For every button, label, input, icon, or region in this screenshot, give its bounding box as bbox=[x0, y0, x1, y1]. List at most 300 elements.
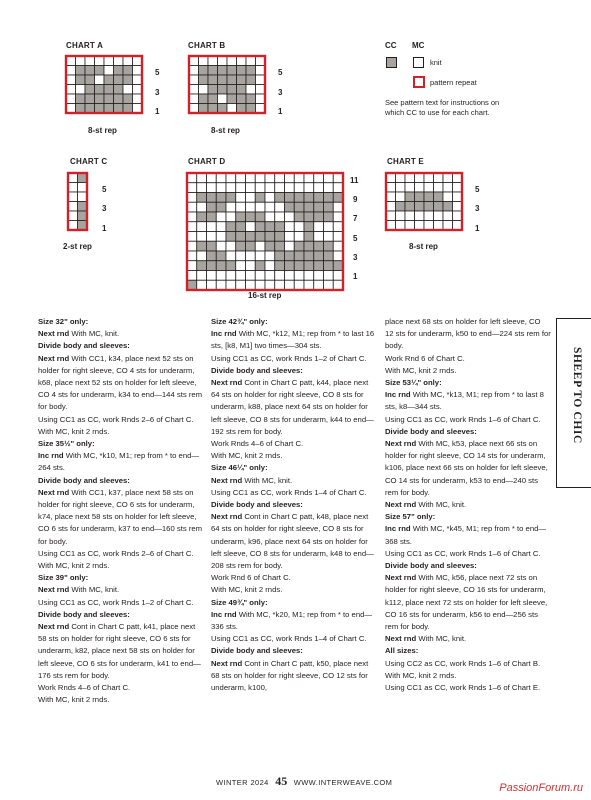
text-column-2 bbox=[211, 316, 377, 694]
chart-cell bbox=[443, 192, 453, 202]
instruction-text: Using CC1 as CC, work Rnds 1–4 of Chart C. bbox=[211, 634, 367, 644]
chart-cell bbox=[236, 202, 246, 212]
instruction-heading: Divide body and sleeves: bbox=[211, 646, 303, 656]
chart-cell bbox=[443, 202, 453, 212]
chart-cell bbox=[396, 221, 406, 231]
chart-cell bbox=[226, 280, 236, 290]
chart-a-row-label: 5 bbox=[155, 68, 160, 77]
chart-cell bbox=[187, 222, 197, 232]
instruction-text: With MC, knit 2 rnds. bbox=[38, 426, 110, 436]
chart-cell bbox=[197, 241, 207, 251]
legend-cc-swatch bbox=[386, 57, 397, 68]
chart-cell bbox=[197, 202, 207, 212]
instruction-heading: Size 49¾" only: bbox=[211, 597, 268, 607]
pattern-paragraph bbox=[211, 511, 377, 572]
instruction-text: Work Rnds 4–6 of Chart C. bbox=[38, 683, 131, 693]
chart-cell bbox=[226, 251, 236, 261]
pattern-paragraph bbox=[211, 597, 377, 609]
chart-cell bbox=[324, 251, 334, 261]
instruction-heading: Inc rnd bbox=[385, 524, 411, 534]
instruction-text: With MC, knit 2 rnds. bbox=[211, 451, 283, 461]
chart-cell bbox=[256, 94, 266, 104]
chart-cell bbox=[275, 241, 285, 251]
legend-repeat-label: pattern repeat bbox=[430, 78, 477, 87]
chart-cell bbox=[304, 222, 314, 232]
instruction-text: With MC, *k45, M1; rep from * to end—368 sts. bbox=[385, 524, 547, 546]
chart-cell bbox=[133, 75, 143, 85]
chart-cell bbox=[294, 280, 304, 290]
chart-cell bbox=[207, 280, 217, 290]
chart-cell bbox=[236, 261, 246, 271]
chart-cell bbox=[294, 202, 304, 212]
chart-cell bbox=[304, 173, 314, 183]
pattern-paragraph bbox=[38, 597, 204, 609]
chart-cell bbox=[197, 261, 207, 271]
chart-cell bbox=[424, 183, 434, 193]
chart-cell bbox=[304, 261, 314, 271]
chart-cell bbox=[255, 173, 265, 183]
pattern-paragraph bbox=[211, 609, 377, 633]
chart-cell bbox=[236, 232, 246, 242]
instruction-text: With MC, knit. bbox=[69, 329, 120, 339]
chart-cell bbox=[415, 211, 425, 221]
pattern-paragraph bbox=[385, 365, 551, 377]
chart-cell bbox=[207, 173, 217, 183]
chart-cell bbox=[68, 211, 78, 221]
instruction-text: With MC, *k12, M1; rep from * to last 16 sts, [k8, M1] two times—304 sts. bbox=[211, 329, 375, 351]
footer-site: WWW.INTERWEAVE.COM bbox=[293, 778, 393, 787]
chart-cell bbox=[187, 173, 197, 183]
pattern-paragraph bbox=[211, 365, 377, 377]
chart-cell bbox=[333, 202, 343, 212]
chart-cell bbox=[453, 202, 463, 212]
instruction-text: With MC, k56, place next 72 sts on holder for right sleeve, CO 16 sts for underarm, k112, place next 72 sts on holder for left sleeve, CO 16 sts for underarm, k56 to end—256 sts rem for body. bbox=[385, 573, 548, 632]
pattern-paragraph bbox=[211, 328, 377, 352]
pattern-paragraph bbox=[385, 645, 551, 657]
chart-cell bbox=[95, 66, 105, 76]
chart-cell bbox=[114, 56, 124, 66]
pattern-paragraph bbox=[385, 560, 551, 572]
chart-c-title: CHART C bbox=[70, 157, 108, 166]
instruction-text: Using CC1 as CC, work Rnds 1–6 of Chart C. bbox=[385, 548, 541, 558]
chart-cell bbox=[216, 271, 226, 281]
instruction-heading: Next rnd bbox=[385, 500, 417, 510]
chart-cell bbox=[246, 212, 256, 222]
chart-cell bbox=[396, 202, 406, 212]
chart-cell bbox=[314, 202, 324, 212]
chart-cell bbox=[386, 173, 396, 183]
chart-cell bbox=[114, 104, 124, 114]
instruction-heading: Divide body and sleeves: bbox=[38, 475, 130, 485]
chart-cell bbox=[68, 192, 78, 202]
pattern-paragraph bbox=[385, 682, 551, 694]
legend-mc-label: MC bbox=[412, 41, 425, 50]
instruction-heading: Next rnd bbox=[211, 475, 243, 485]
chart-c-repeat-label: 2-st rep bbox=[63, 242, 92, 251]
chart-b-grid bbox=[189, 56, 265, 113]
chart-cell bbox=[314, 241, 324, 251]
instruction-heading: Next rnd bbox=[211, 378, 243, 388]
instruction-text: Cont in Chart C patt, k41, place next 58 sts on holder for right sleeve, CO 6 sts for underarm, k82, place next 58 sts on holder for left sleeve, CO 6 sts for underarm, k41 to end—176 sts rem for body. bbox=[38, 622, 201, 680]
pattern-paragraph bbox=[38, 426, 204, 438]
chart-cell bbox=[104, 66, 114, 76]
chart-cell bbox=[314, 193, 324, 203]
chart-cell bbox=[85, 66, 95, 76]
chart-cell bbox=[76, 75, 86, 85]
pattern-paragraph bbox=[38, 487, 204, 548]
chart-cell bbox=[227, 66, 237, 76]
chart-cell bbox=[275, 173, 285, 183]
pattern-paragraph bbox=[211, 572, 377, 584]
chart-cell bbox=[237, 75, 247, 85]
chart-cell bbox=[199, 94, 209, 104]
chart-cell bbox=[255, 212, 265, 222]
chart-cell bbox=[78, 211, 88, 221]
chart-cell bbox=[187, 271, 197, 281]
chart-cell bbox=[207, 193, 217, 203]
instruction-heading: Divide body and sleeves: bbox=[38, 341, 130, 351]
chart-cell bbox=[236, 212, 246, 222]
chart-cell bbox=[216, 232, 226, 242]
chart-cell bbox=[415, 192, 425, 202]
instruction-text: With MC, knit. bbox=[242, 475, 293, 485]
chart-cell bbox=[246, 193, 256, 203]
chart-cell bbox=[324, 280, 334, 290]
chart-b-row-label: 1 bbox=[278, 107, 283, 116]
chart-cell bbox=[294, 183, 304, 193]
chart-cell bbox=[333, 232, 343, 242]
chart-cell bbox=[333, 280, 343, 290]
pattern-paragraph bbox=[38, 560, 204, 572]
chart-cell bbox=[66, 104, 76, 114]
chart-cell bbox=[123, 56, 133, 66]
chart-cell bbox=[226, 202, 236, 212]
chart-d-row-label: 11 bbox=[350, 176, 359, 185]
chart-e-row-label: 1 bbox=[475, 224, 480, 233]
chart-cell bbox=[443, 221, 453, 231]
chart-d-row-label: 1 bbox=[353, 272, 358, 281]
instruction-heading: Next rnd bbox=[38, 487, 70, 497]
chart-cell bbox=[199, 66, 209, 76]
chart-cell bbox=[386, 211, 396, 221]
chart-cell bbox=[95, 56, 105, 66]
instruction-heading: Divide body and sleeves: bbox=[211, 500, 303, 510]
chart-cell bbox=[216, 251, 226, 261]
instruction-heading: Size 39" only: bbox=[38, 573, 89, 583]
chart-cell bbox=[197, 173, 207, 183]
chart-cell bbox=[265, 232, 275, 242]
chart-cell bbox=[285, 173, 295, 183]
chart-cell bbox=[304, 241, 314, 251]
chart-cell bbox=[304, 183, 314, 193]
chart-cell bbox=[246, 202, 256, 212]
chart-cell bbox=[189, 56, 199, 66]
chart-cell bbox=[236, 280, 246, 290]
chart-cell bbox=[66, 85, 76, 95]
chart-cell bbox=[396, 192, 406, 202]
chart-e-grid bbox=[386, 173, 462, 230]
chart-cell bbox=[123, 66, 133, 76]
chart-cell bbox=[104, 104, 114, 114]
pattern-paragraph bbox=[211, 438, 377, 450]
chart-cell bbox=[237, 104, 247, 114]
chart-cell bbox=[236, 183, 246, 193]
chart-cell bbox=[275, 232, 285, 242]
chart-cell bbox=[453, 192, 463, 202]
chart-cell bbox=[324, 212, 334, 222]
footer-issue: WINTER 2024 bbox=[216, 778, 269, 787]
chart-cell bbox=[265, 241, 275, 251]
pattern-paragraph bbox=[38, 328, 204, 340]
chart-cell bbox=[246, 280, 256, 290]
chart-cell bbox=[85, 104, 95, 114]
chart-cell bbox=[237, 56, 247, 66]
chart-cell bbox=[78, 202, 88, 212]
instruction-heading: Divide body and sleeves: bbox=[385, 426, 477, 436]
page-number: 45 bbox=[275, 774, 288, 788]
chart-cell bbox=[265, 212, 275, 222]
instruction-text: With MC, knit 2 rnds. bbox=[385, 365, 457, 375]
chart-cell bbox=[275, 261, 285, 271]
chart-cell bbox=[324, 183, 334, 193]
pattern-paragraph bbox=[385, 316, 551, 353]
chart-cell bbox=[123, 94, 133, 104]
pattern-paragraph bbox=[38, 572, 204, 584]
chart-cell bbox=[396, 211, 406, 221]
chart-cell bbox=[246, 173, 256, 183]
chart-cell bbox=[104, 94, 114, 104]
chart-cell bbox=[333, 241, 343, 251]
chart-cell bbox=[189, 85, 199, 95]
instruction-text: With MC, k53, place next 66 sts on holder for right sleeve, CO 14 sts for underarm, k106, place next 66 sts on holder for left sleeve, CO 14 sts for underarm, k53 to end—240 sts rem for body. bbox=[385, 439, 548, 497]
instruction-heading: Divide body and sleeves: bbox=[385, 561, 477, 571]
chart-cell bbox=[226, 232, 236, 242]
pattern-paragraph bbox=[38, 584, 204, 596]
chart-cell bbox=[189, 104, 199, 114]
chart-cell bbox=[275, 251, 285, 261]
chart-cell bbox=[265, 173, 275, 183]
instruction-text: Cont in Chart C patt, k50, place next 68 sts on holder for right sleeve, CO 12 sts for underarm, k100, bbox=[211, 658, 369, 693]
pattern-paragraph bbox=[38, 438, 204, 450]
chart-cell bbox=[294, 251, 304, 261]
section-side-tab bbox=[556, 318, 591, 488]
chart-cell bbox=[246, 261, 256, 271]
chart-b-repeat-label: 8-st rep bbox=[211, 126, 240, 135]
chart-cell bbox=[207, 241, 217, 251]
chart-a-row-label: 1 bbox=[155, 107, 160, 116]
chart-cell bbox=[197, 193, 207, 203]
chart-cell bbox=[405, 183, 415, 193]
text-column-1 bbox=[38, 316, 204, 707]
instruction-heading: Divide body and sleeves: bbox=[211, 365, 303, 375]
chart-cell bbox=[68, 221, 78, 231]
chart-cell bbox=[285, 280, 295, 290]
chart-cell bbox=[246, 222, 256, 232]
chart-cell bbox=[76, 94, 86, 104]
chart-d-row-label: 5 bbox=[353, 234, 358, 243]
pattern-paragraph bbox=[38, 316, 204, 328]
chart-cell bbox=[68, 173, 78, 183]
chart-cell bbox=[314, 232, 324, 242]
chart-cell bbox=[255, 261, 265, 271]
chart-cell bbox=[226, 222, 236, 232]
chart-cell bbox=[275, 202, 285, 212]
pattern-paragraph bbox=[38, 548, 204, 560]
chart-e-repeat-label: 8-st rep bbox=[409, 242, 438, 251]
chart-cell bbox=[66, 94, 76, 104]
instruction-heading: Size 35½" only: bbox=[38, 439, 95, 449]
pattern-paragraph bbox=[38, 340, 204, 352]
chart-cell bbox=[443, 173, 453, 183]
instruction-heading: Next rnd bbox=[385, 439, 417, 449]
chart-cell bbox=[114, 66, 124, 76]
chart-a-title: CHART A bbox=[66, 41, 104, 50]
chart-cell bbox=[68, 183, 78, 193]
chart-cell bbox=[133, 94, 143, 104]
chart-cell bbox=[216, 193, 226, 203]
chart-cell bbox=[275, 222, 285, 232]
chart-e-row-label: 5 bbox=[475, 185, 480, 194]
chart-cell bbox=[304, 202, 314, 212]
pattern-paragraph bbox=[38, 414, 204, 426]
chart-cell bbox=[237, 94, 247, 104]
chart-cell bbox=[236, 241, 246, 251]
chart-cell bbox=[187, 232, 197, 242]
chart-cell bbox=[265, 202, 275, 212]
chart-cell bbox=[424, 211, 434, 221]
chart-d-title: CHART D bbox=[188, 157, 226, 166]
chart-d-row-label: 9 bbox=[353, 195, 358, 204]
chart-cell bbox=[304, 232, 314, 242]
instruction-heading: Next rnd bbox=[211, 512, 243, 522]
chart-cell bbox=[285, 241, 295, 251]
section-side-tab-label: SHEEP TO CHIC bbox=[571, 347, 583, 444]
instruction-text: With MC, knit. bbox=[416, 500, 467, 510]
chart-cell bbox=[424, 173, 434, 183]
chart-cell bbox=[324, 232, 334, 242]
chart-cell bbox=[226, 271, 236, 281]
pattern-paragraph bbox=[385, 389, 551, 413]
chart-cell bbox=[246, 232, 256, 242]
pattern-paragraph bbox=[211, 487, 377, 499]
chart-cell bbox=[76, 104, 86, 114]
chart-cell bbox=[187, 261, 197, 271]
chart-e-row-label: 3 bbox=[475, 204, 480, 213]
chart-cell bbox=[314, 183, 324, 193]
instruction-heading: Next rnd bbox=[385, 573, 417, 583]
chart-cell bbox=[405, 221, 415, 231]
chart-cell bbox=[434, 173, 444, 183]
pattern-paragraph bbox=[38, 694, 204, 706]
chart-cell bbox=[386, 192, 396, 202]
chart-cell bbox=[424, 192, 434, 202]
chart-cell bbox=[85, 94, 95, 104]
pattern-paragraph bbox=[385, 499, 551, 511]
pattern-paragraph bbox=[38, 353, 204, 414]
pattern-paragraph bbox=[385, 670, 551, 682]
chart-cell bbox=[85, 75, 95, 85]
chart-cell bbox=[246, 94, 256, 104]
chart-cell bbox=[187, 212, 197, 222]
chart-cell bbox=[255, 202, 265, 212]
chart-cell bbox=[324, 193, 334, 203]
pattern-paragraph bbox=[211, 353, 377, 365]
chart-cell bbox=[275, 212, 285, 222]
chart-cell bbox=[216, 261, 226, 271]
chart-cell bbox=[104, 56, 114, 66]
legend-mc-swatch bbox=[413, 57, 424, 68]
chart-cell bbox=[405, 173, 415, 183]
pattern-paragraph bbox=[211, 462, 377, 474]
chart-cell bbox=[226, 212, 236, 222]
chart-cell bbox=[324, 271, 334, 281]
chart-c-row-label: 5 bbox=[102, 185, 107, 194]
chart-cell bbox=[415, 221, 425, 231]
chart-cell bbox=[256, 66, 266, 76]
chart-cell bbox=[189, 75, 199, 85]
chart-cell bbox=[189, 94, 199, 104]
chart-cell bbox=[95, 85, 105, 95]
pattern-paragraph bbox=[211, 450, 377, 462]
pattern-paragraph bbox=[211, 658, 377, 695]
chart-cell bbox=[415, 202, 425, 212]
instruction-text: With CC1, k37, place next 58 sts on holder for right sleeve, CO 6 sts for underarm, k74, place next 58 sts on holder for left sleeve, CO 6 sts for underarm, k37 to end—160 sts rem for body. bbox=[38, 487, 203, 546]
pattern-paragraph bbox=[211, 475, 377, 487]
chart-cell bbox=[453, 173, 463, 183]
chart-cell bbox=[285, 261, 295, 271]
chart-cell bbox=[95, 104, 105, 114]
chart-cell bbox=[236, 251, 246, 261]
text-column-3 bbox=[385, 316, 551, 694]
chart-cell bbox=[133, 56, 143, 66]
chart-cell bbox=[443, 183, 453, 193]
chart-cell bbox=[275, 271, 285, 281]
chart-cell bbox=[285, 222, 295, 232]
chart-cell bbox=[434, 192, 444, 202]
chart-cell bbox=[314, 280, 324, 290]
chart-cell bbox=[227, 104, 237, 114]
chart-cell bbox=[218, 75, 228, 85]
instruction-heading: Inc rnd bbox=[38, 451, 64, 461]
chart-b-row-label: 5 bbox=[278, 68, 283, 77]
chart-cell bbox=[208, 85, 218, 95]
chart-cell bbox=[453, 183, 463, 193]
chart-cell bbox=[255, 232, 265, 242]
chart-cell bbox=[314, 251, 324, 261]
chart-cell bbox=[324, 222, 334, 232]
chart-cell bbox=[207, 232, 217, 242]
chart-cell bbox=[256, 56, 266, 66]
chart-cell bbox=[415, 173, 425, 183]
chart-cell bbox=[314, 173, 324, 183]
chart-cell bbox=[227, 75, 237, 85]
chart-cell bbox=[236, 271, 246, 281]
chart-cell bbox=[199, 56, 209, 66]
instruction-text: Cont in Chart C patt, k44, place next 64 sts on holder for right sleeve, CO 8 sts for underarm, k88, place next 64 sts on holder for left sleeve, CO 8 sts for underarm, k44 to end—192 sts rem for body. bbox=[211, 378, 374, 436]
chart-cell bbox=[386, 183, 396, 193]
chart-cell bbox=[294, 232, 304, 242]
chart-cell bbox=[275, 193, 285, 203]
pattern-paragraph bbox=[211, 377, 377, 438]
chart-cell bbox=[133, 104, 143, 114]
chart-cell bbox=[304, 251, 314, 261]
chart-cell bbox=[227, 56, 237, 66]
chart-cell bbox=[314, 212, 324, 222]
chart-cell bbox=[255, 222, 265, 232]
instruction-heading: Next rnd bbox=[211, 658, 243, 668]
chart-cell bbox=[333, 261, 343, 271]
pattern-paragraph bbox=[385, 658, 551, 670]
